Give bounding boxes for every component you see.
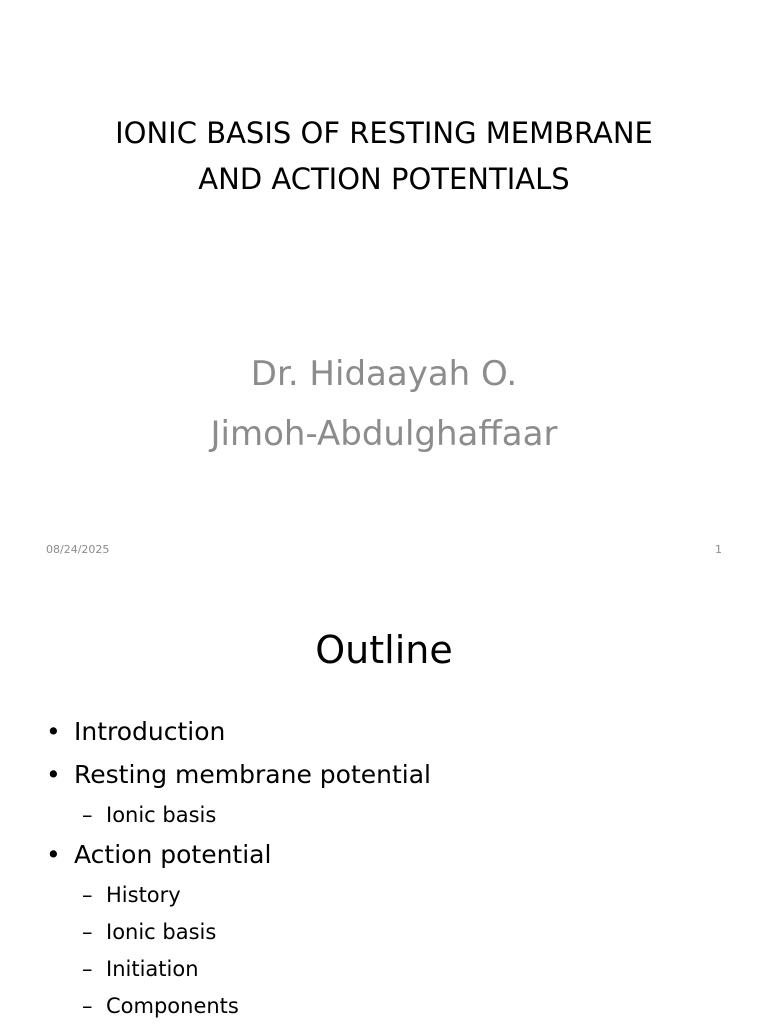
outline-subitem [46,917,726,947]
outline-item-text: Resting membrane potential [74,760,431,789]
bullet-dash-icon: – [82,883,93,907]
outline-title: Outline [315,628,453,672]
outline-item [46,837,726,873]
slide-title-line-2: AND ACTION POTENTIALS [198,162,570,196]
bullet-dot-icon: • [46,717,61,746]
bullet-dash-icon: – [82,803,93,827]
outline-subitem-text: Components [106,994,239,1018]
outline-list [46,714,726,1021]
footer-date: 08/24/2025 [46,543,110,556]
bullet-dash-icon: – [82,957,93,981]
outline-item [46,714,726,750]
outline-item-text: Introduction [74,717,226,746]
outline-subitem-text: Ionic basis [106,920,217,944]
author-line-1: Dr. Hidaayah O. [250,354,518,394]
outline-subitem-text: Ionic basis [106,803,217,827]
outline-subitem [46,880,726,910]
outline-subitem [46,954,726,984]
bullet-dash-icon: – [82,994,93,1018]
outline-slide [0,576,768,1024]
outline-subitem [46,991,726,1021]
bullet-dot-icon: • [46,840,61,869]
slide-number: 1 [715,543,722,556]
bullet-dash-icon: – [82,920,93,944]
outline-subitem-text: Initiation [106,957,199,981]
outline-item-text: Action potential [74,840,272,869]
outline-item [46,757,726,793]
outline-subitem-text: History [106,883,181,907]
slide-title [60,110,708,202]
slide-title-line-1: IONIC BASIS OF RESTING MEMBRANE [115,116,653,150]
author-line-2: Jimoh-Abdulghaffaar [210,414,558,454]
bullet-dot-icon: • [46,760,61,789]
slide-subtitle-author [100,344,668,464]
outline-subitem [46,800,726,830]
